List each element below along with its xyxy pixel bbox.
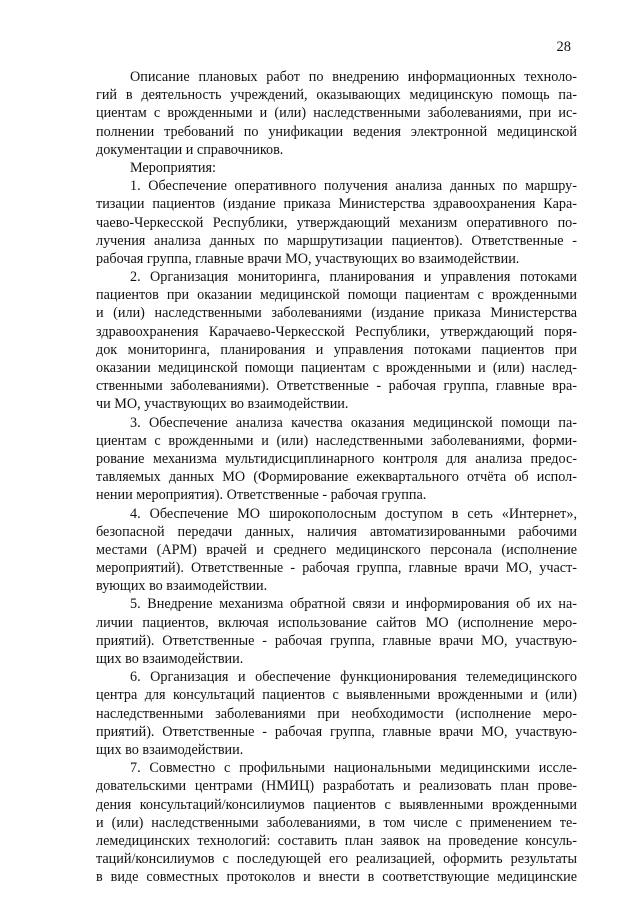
paragraph <box>96 159 577 177</box>
text-line: оказании медицинской помощи пациентам с врожденными и (или) наслед- <box>96 360 577 376</box>
text-line: тавляемых данных МО (Формирование ежеквартального отчёта об испол- <box>96 469 577 486</box>
text-line: таций/консилиумов с последующей его реализацией, оформить результаты <box>96 851 577 868</box>
text-line: 5. Внедрение механизма обратной связи и информирования об их на- <box>130 596 577 613</box>
text-line: и (или) наследственными заболеваниями, в том числе с применением те- <box>96 814 577 831</box>
text-line: Мероприятия: <box>130 159 216 176</box>
text-line: полнении требований по унификации ведения электронной медицинской <box>96 123 577 140</box>
text-line: лемедицинских технологий: составить план заявок на проведение консуль- <box>96 832 577 849</box>
text-line: тизации пациентов (издание приказа Министерства здравоохранения Кара- <box>96 196 577 213</box>
text-line: в виде совместных протоколов и внести в соответствующие медицинские <box>96 869 577 886</box>
text-line: щих во взаимодействии. <box>96 741 244 758</box>
text-line: щих во взаимодействии. <box>96 651 244 667</box>
text-line: наследственными заболеваниями при необходимости (исполнение меро- <box>96 705 577 722</box>
text-line: чаево-Черкесской Республики, утверждающий механизм оперативного по- <box>96 214 577 231</box>
text-line: 2. Организация мониторинга, планирования и управления потоками <box>130 269 577 286</box>
paragraph <box>96 68 577 159</box>
text-line: док мониторинга, планирования и управления потоками пациентов при <box>96 341 577 358</box>
paragraph <box>96 759 577 886</box>
text-line: циентам с врожденными и (или) наследственными заболеваниями, форми- <box>96 432 577 449</box>
text-line: ственными заболеваниями). Ответственные - рабочая группа, главные вра- <box>96 378 577 395</box>
text-line: 7. Совместно с профильными национальными медицинскими иссле- <box>130 760 577 777</box>
paragraph <box>96 414 577 505</box>
paragraph <box>96 668 577 759</box>
paragraph <box>96 505 577 596</box>
text-line: центра для консультаций пациентов с выявленными врожденными и (или) <box>96 687 577 704</box>
text-line: приятий). Ответственные - рабочая группа, главные врачи МО, участвую- <box>96 632 577 649</box>
page-number: 28 <box>556 39 571 55</box>
text-line: нении мероприятия). Ответственные - рабочая группа. <box>96 487 427 504</box>
paragraph <box>96 177 577 268</box>
paragraph <box>96 595 577 668</box>
text-line: 6. Организация и обеспечение функционирования телемедицинского <box>130 669 577 686</box>
text-line: документации и справочников. <box>96 141 284 158</box>
text-line: Описание плановых работ по внедрению информационных техноло- <box>130 69 577 85</box>
text-line: 4. Обеспечение МО широкополосным доступом в сеть «Интернет», <box>130 505 577 522</box>
text-line: дения консультаций/консилиумов пациентов с выявленными врожденными <box>96 796 577 813</box>
text-line: мероприятий). Ответственные - рабочая группа, главные врачи МО, участ- <box>96 560 577 577</box>
text-line: лучения анализа данных по маршрутизации пациентов). Ответственные - <box>96 232 577 249</box>
text-line: рабочая группа, главные врачи МО, участвующих во взаимодействии. <box>96 250 520 267</box>
text-line: и (или) наследственными заболеваниями (издание приказа Министерства <box>96 305 577 322</box>
text-line: гий в деятельность учреждений, оказывающих медицинскую помощь па- <box>96 87 577 104</box>
text-line: довательскими центрами (НМИЦ) разработать и реализовать план прове- <box>96 778 577 795</box>
text-line: здравоохранения Карачаево-Черкесской Республики, утверждающий поря- <box>96 323 577 340</box>
text-line: 1. Обеспечение оперативного получения анализа данных по маршру- <box>130 178 577 195</box>
paragraph <box>96 268 577 414</box>
text-line: рование механизма мультидисциплинарного контроля для анализа предос- <box>96 450 577 467</box>
text-line: 3. Обеспечение анализа качества оказания медицинской помощи па- <box>130 414 577 431</box>
text-line: вующих во взаимодействии. <box>96 578 268 595</box>
text-line: циентам с врожденными и (или) наследственными заболеваниями, при ис- <box>96 105 577 122</box>
text-line: чи МО, участвующих во взаимодействии. <box>96 396 349 413</box>
body-text <box>96 68 577 886</box>
text-line: местами (АРМ) врачей и среднего медицинского персонала (исполнение <box>96 541 577 558</box>
text-line: пациентов при оказании медицинской помощи пациентам с врожденными <box>96 287 577 304</box>
text-line: безопасной передачи данных, наличия автоматизированными рабочими <box>96 523 577 540</box>
text-line: приятий). Ответственные - рабочая группа, главные врачи МО, участвую- <box>96 723 577 740</box>
text-line: личии пациентов, включая использование сайтов МО (исполнение меро- <box>96 614 577 631</box>
